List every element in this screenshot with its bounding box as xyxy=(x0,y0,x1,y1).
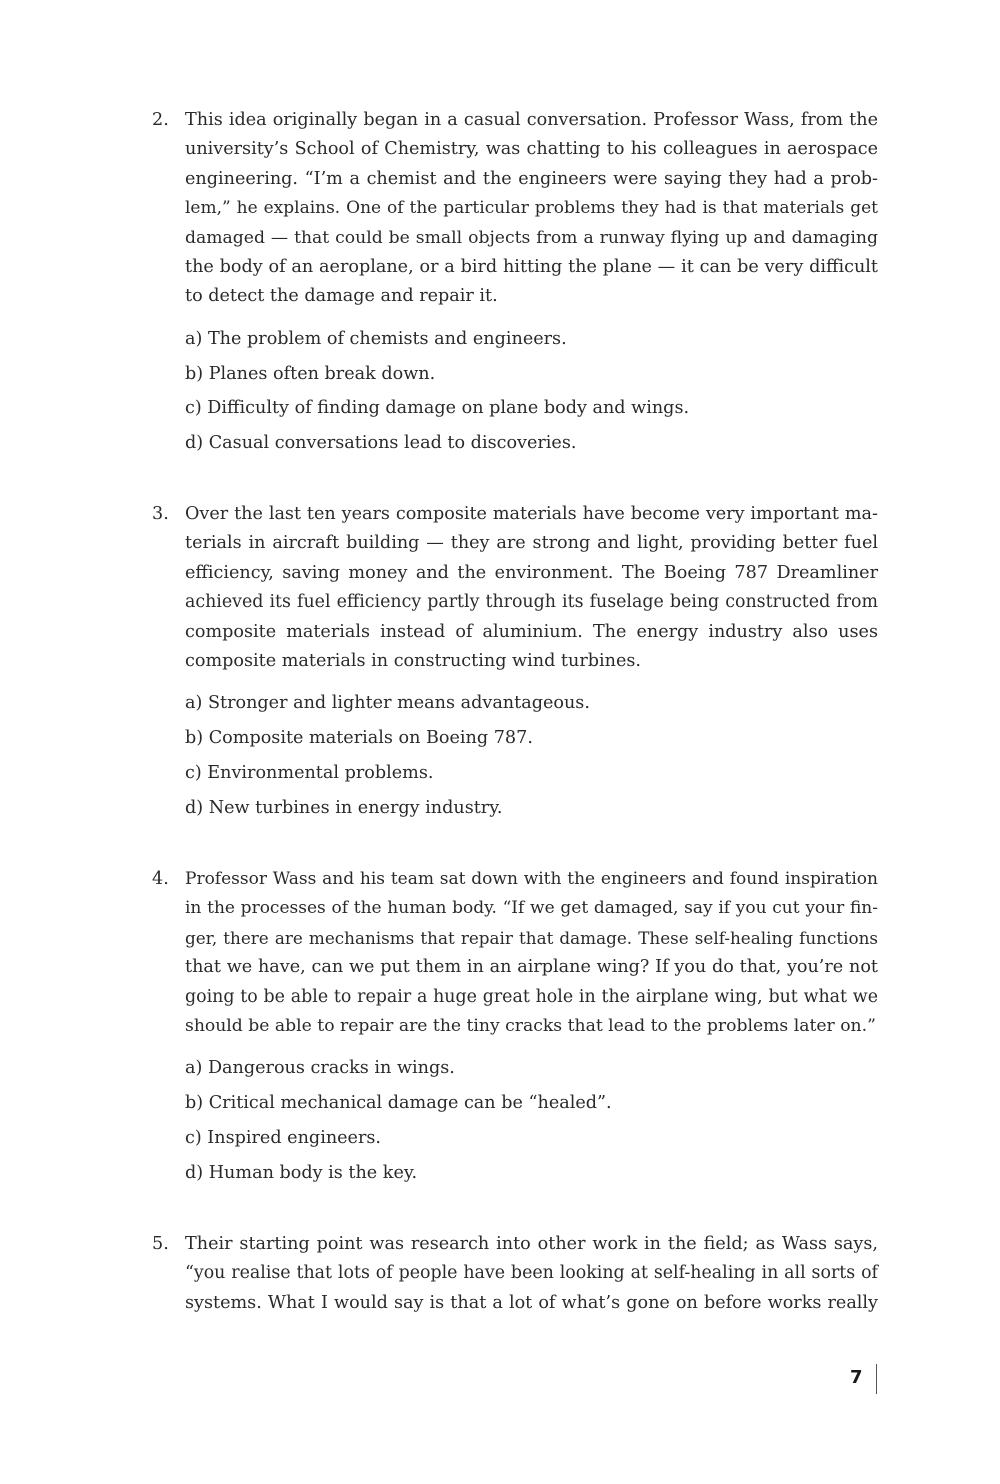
question-passage xyxy=(185,500,878,676)
passage-line: university’s School of Chemistry, was chatting to his colleagues in aerospace xyxy=(185,139,878,160)
answer-option-b: b) Composite materials on Boeing 787. xyxy=(185,728,533,749)
answer-option-c: c) Environmental problems. xyxy=(185,763,434,784)
passage-line: composite materials in constructing wind turbines. xyxy=(185,651,641,672)
question-5 xyxy=(152,1230,878,1318)
answer-option-a: a) Stronger and lighter means advantageous. xyxy=(185,693,590,714)
passage-line: ger, there are mechanisms that repair that damage. These self-healing functions xyxy=(185,927,878,948)
page-number-divider xyxy=(876,1364,877,1394)
passage-line: lem,” he explains. One of the particular problems they had is that materials get xyxy=(185,198,878,219)
answer-options xyxy=(185,1051,878,1190)
question-number: 4. xyxy=(152,869,169,889)
passage-line: Over the last ten years composite materials have become very important ma- xyxy=(185,504,878,524)
passage-line: terials in aircraft building — they are strong and light, providing better fuel xyxy=(185,533,878,554)
question-3 xyxy=(152,500,878,826)
answer-option-c: c) Difficulty of finding damage on plane body and wings. xyxy=(185,398,690,419)
question-passage xyxy=(185,865,878,1041)
passage-line: that we have, can we put them in an airplane wing? If you do that, you’re not xyxy=(185,957,878,978)
answer-option-d: d) Human body is the key. xyxy=(185,1162,418,1183)
question-number: 5. xyxy=(152,1234,169,1254)
answer-option-a: a) The problem of chemists and engineers. xyxy=(185,328,567,349)
answer-options xyxy=(185,686,878,825)
answer-option-d: d) New turbines in energy industry. xyxy=(185,797,503,818)
passage-line: going to be able to repair a huge great hole in the airplane wing, but what we xyxy=(185,986,878,1007)
passage-line: This idea originally began in a casual conversation. Professor Wass, from the xyxy=(185,110,878,130)
passage-line: Their starting point was research into other work in the field; as Wass says, xyxy=(185,1234,878,1254)
passage-line: in the processes of the human body. “If we get damaged, say if you cut your fin- xyxy=(185,898,878,919)
passage-line: composite materials instead of aluminium. The energy industry also uses xyxy=(185,621,878,642)
answer-option-b: b) Critical mechanical damage can be “healed”. xyxy=(185,1093,612,1114)
passage-line: damaged — that could be small objects from a runway flying up and damaging xyxy=(185,227,878,248)
passage-line: “you realise that lots of people have been looking at self-healing in all sorts of xyxy=(185,1263,878,1284)
question-number: 2. xyxy=(152,110,169,130)
question-number: 3. xyxy=(152,504,169,524)
answer-option-b: b) Planes often break down. xyxy=(185,363,436,384)
answer-option-c: c) Inspired engineers. xyxy=(185,1128,382,1149)
question-passage xyxy=(185,1230,878,1318)
question-4 xyxy=(152,865,878,1191)
passage-line: achieved its fuel efficiency partly through its fuselage being constructed from xyxy=(185,592,878,613)
passage-line: Professor Wass and his team sat down with the engineers and found inspiration xyxy=(185,869,878,889)
question-2 xyxy=(152,106,878,461)
answer-options xyxy=(185,322,878,461)
passage-line: engineering. “I’m a chemist and the engineers were saying they had a prob- xyxy=(185,168,878,189)
passage-line: to detect the damage and repair it. xyxy=(185,286,498,307)
passage-line: systems. What I would say is that a lot of what’s gone on before works really xyxy=(185,1292,878,1313)
passage-line: should be able to repair are the tiny cracks that lead to the problems later on.” xyxy=(185,1016,876,1037)
page-number: 7 xyxy=(850,1367,863,1388)
passage-line: the body of an aeroplane, or a bird hitting the plane — it can be very difficult xyxy=(185,257,878,278)
answer-option-d: d) Casual conversations lead to discoveries. xyxy=(185,433,577,454)
passage-line: efficiency, saving money and the environment. The Boeing 787 Dreamliner xyxy=(185,562,878,583)
question-passage xyxy=(185,106,878,312)
answer-option-a: a) Dangerous cracks in wings. xyxy=(185,1058,455,1079)
